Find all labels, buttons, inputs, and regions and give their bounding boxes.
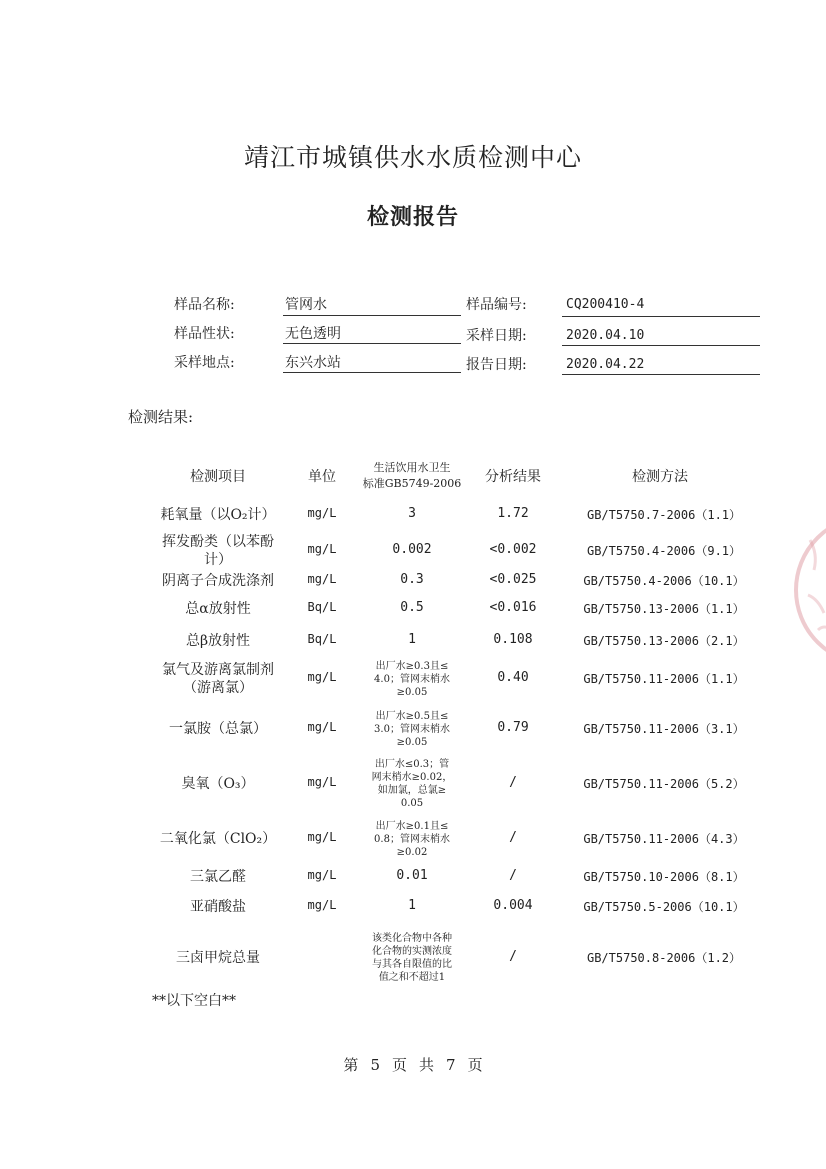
underline — [283, 372, 461, 373]
cell-item: 氯气及游离氯制剂 （游离氯） — [162, 662, 274, 696]
cell-item: 臭氧（O₃） — [181, 776, 255, 792]
cell-unit: Bq/L — [307, 600, 337, 614]
cell-standard: 该类化合物中各种 化合物的实测浓度 与其各自限值的比 值之和不超过1 — [372, 933, 452, 983]
underline — [562, 345, 760, 346]
sampling-date-value: 2020.04.10 — [566, 328, 645, 343]
cell-standard: 1 — [408, 898, 416, 913]
cell-result: / — [509, 775, 517, 790]
cell-result: / — [509, 949, 517, 964]
official-seal-stamp — [790, 500, 826, 680]
cell-method: GB/T5750.11-2006（3.1） — [583, 722, 745, 736]
cell-result: 1.72 — [497, 506, 529, 521]
cell-result: <0.002 — [489, 542, 537, 557]
cell-item: 挥发酚类（以苯酚 计） — [162, 534, 274, 568]
cell-unit: mg/L — [307, 830, 337, 844]
cell-result: / — [509, 868, 517, 883]
cell-method: GB/T5750.8-2006（1.2） — [586, 951, 742, 965]
sampling-date-label: 采样日期: — [466, 328, 527, 344]
cell-method: GB/T5750.4-2006（10.1） — [583, 574, 745, 588]
cell-method: GB/T5750.5-2006（10.1） — [583, 900, 745, 914]
report-title: 检测报告 — [366, 204, 459, 230]
cell-standard: 1 — [408, 632, 416, 647]
cell-result: <0.016 — [489, 600, 537, 615]
underline — [562, 316, 760, 317]
results-label: 检测结果: — [128, 408, 194, 426]
cell-method: GB/T5750.13-2006（1.1） — [583, 602, 745, 616]
cell-method: GB/T5750.11-2006（4.3） — [583, 832, 745, 846]
cell-unit: mg/L — [307, 775, 337, 789]
cell-result: 0.108 — [493, 632, 533, 647]
cell-method: GB/T5750.11-2006（1.1） — [583, 672, 745, 686]
total-prefix: 共 — [419, 1056, 435, 1074]
cell-result: <0.025 — [489, 572, 537, 587]
total-pages: 7 — [446, 1056, 456, 1074]
cell-unit: Bq/L — [307, 632, 337, 646]
cell-item: 亚硝酸盐 — [190, 899, 246, 915]
cell-standard: 0.5 — [400, 600, 424, 615]
cell-result: 0.004 — [493, 898, 533, 913]
cell-unit: mg/L — [307, 572, 337, 586]
cell-standard: 0.3 — [400, 572, 424, 587]
underline — [283, 315, 461, 316]
organization-title: 靖江市城镇供水水质检测中心 — [243, 143, 582, 172]
cell-item: 总α放射性 — [185, 601, 251, 617]
cell-item: 一氯胺（总氯） — [169, 721, 267, 737]
cell-result: 0.79 — [497, 720, 529, 735]
report-date-value: 2020.04.22 — [566, 357, 645, 372]
cell-result: / — [509, 830, 517, 845]
sample-property-value: 无色透明 — [285, 326, 341, 342]
cell-method: GB/T5750.13-2006（2.1） — [583, 634, 745, 648]
page-unit: 页 — [391, 1056, 407, 1074]
sample-name-value: 管网水 — [285, 297, 327, 313]
cell-standard: 0.002 — [392, 542, 432, 557]
cell-result: 0.40 — [497, 670, 529, 685]
sample-id-label: 样品编号: — [466, 297, 527, 313]
cell-item: 三氯乙醛 — [190, 869, 246, 885]
blank-note: **以下空白** — [152, 993, 236, 1009]
sampling-location-label: 采样地点: — [174, 355, 235, 371]
underline — [562, 374, 760, 375]
header-result: 分析结果 — [485, 469, 541, 485]
footer-prefix: 第 — [343, 1056, 359, 1074]
header-standard-line2: 标准GB5749-2006 — [362, 477, 462, 490]
seal-ring — [796, 516, 826, 664]
cell-standard: 出厂水≥0.1且≤ 0.8；管网末梢水 ≥0.02 — [374, 820, 450, 858]
sampling-location-value: 东兴水站 — [285, 355, 341, 371]
underline — [283, 343, 461, 344]
cell-method: GB/T5750.10-2006（8.1） — [583, 870, 745, 884]
seal-strokes — [808, 540, 826, 630]
cell-unit: mg/L — [307, 868, 337, 882]
total-unit: 页 — [467, 1056, 483, 1074]
cell-item: 耗氧量（以O₂计） — [160, 507, 276, 523]
header-standard-line1: 生活饮用水卫生 — [373, 461, 451, 474]
cell-item: 二氧化氯（ClO₂） — [159, 831, 277, 847]
cell-standard: 0.01 — [396, 868, 428, 883]
cell-item: 阴离子合成洗涤剂 — [162, 573, 274, 589]
sample-id-value: CQ200410-4 — [566, 297, 645, 312]
cell-standard: 出厂水≤0.3；管 网末梢水≥0.02， 如加氯，总氯≥ 0.05 — [371, 759, 453, 809]
cell-standard: 出厂水≥0.5且≤ 3.0；管网末梢水 ≥0.05 — [374, 710, 450, 748]
cell-unit: mg/L — [307, 720, 337, 734]
cell-unit: mg/L — [307, 542, 337, 556]
sample-property-label: 样品性状: — [174, 326, 235, 342]
cell-method: GB/T5750.7-2006（1.1） — [586, 508, 742, 522]
cell-standard: 3 — [408, 506, 416, 521]
page-footer — [0, 1054, 826, 1075]
cell-item: 总β放射性 — [185, 633, 251, 649]
header-unit: 单位 — [308, 469, 336, 485]
sample-name-label: 样品名称: — [174, 297, 235, 313]
cell-standard: 出厂水≥0.3且≤ 4.0；管网末梢水 ≥0.05 — [374, 660, 450, 698]
cell-unit: mg/L — [307, 506, 337, 520]
cell-unit: mg/L — [307, 670, 337, 684]
cell-method: GB/T5750.11-2006（5.2） — [583, 777, 745, 791]
header-method: 检测方法 — [632, 469, 688, 485]
cell-method: GB/T5750.4-2006（9.1） — [586, 544, 742, 558]
cell-item: 三卤甲烷总量 — [176, 950, 260, 966]
header-item: 检测项目 — [190, 469, 246, 485]
report-date-label: 报告日期: — [466, 357, 527, 373]
page-number: 5 — [370, 1056, 380, 1074]
cell-unit: mg/L — [307, 898, 337, 912]
